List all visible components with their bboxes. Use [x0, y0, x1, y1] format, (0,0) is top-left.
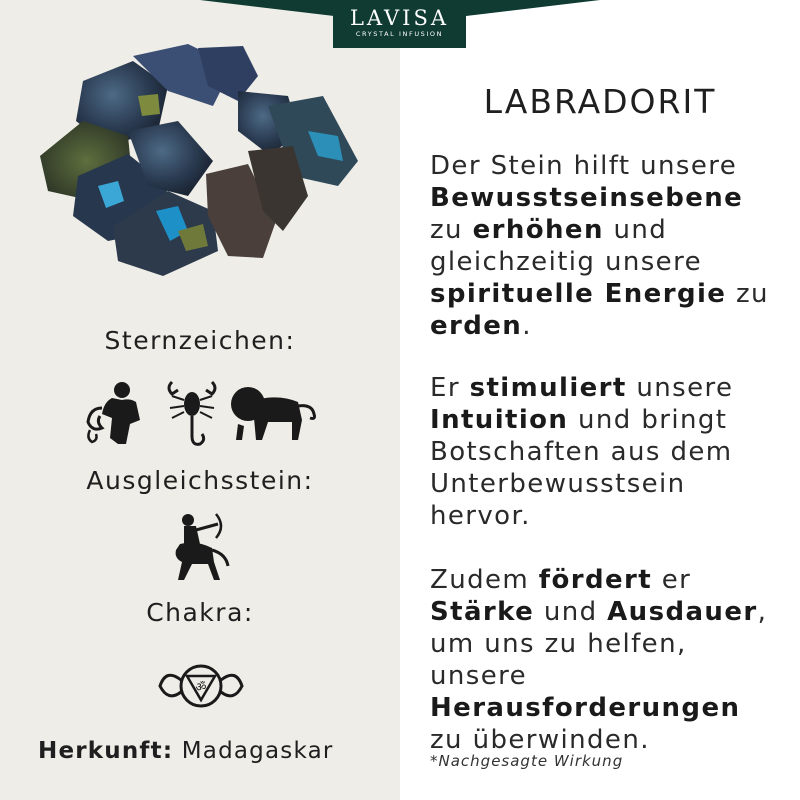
origin-line	[38, 738, 334, 764]
labradorite-stones-image	[38, 36, 363, 281]
emphasis-text: Intuition	[430, 405, 569, 435]
aquarius-icon	[82, 378, 154, 448]
body-text: zu	[430, 215, 473, 245]
body-text: Unterbewusstsein	[430, 469, 686, 499]
sagittarius-icon	[166, 510, 236, 584]
origin-label: Herkunft:	[38, 738, 174, 764]
body-text: Er	[430, 373, 470, 403]
brand-tagline: CRYSTAL INFUSION	[355, 30, 444, 38]
body-text: zu überwinden.	[430, 725, 650, 755]
body-text: unsere	[430, 661, 528, 691]
emphasis-text: Ausdauer	[607, 597, 758, 627]
svg-text:ॐ: ॐ	[195, 680, 207, 694]
body-text: Der Stein hilft unsere	[430, 151, 738, 181]
origin-value: Madagaskar	[181, 738, 334, 764]
body-text: und bringt	[568, 405, 728, 435]
emphasis-text: Bewusstseinsebene	[430, 183, 744, 213]
emphasis-text: spirituelle Energie	[430, 279, 727, 309]
paragraph-1	[430, 150, 780, 342]
body-text: und	[603, 215, 668, 245]
body-text: und	[534, 597, 608, 627]
balance-stone-label: Ausgleichsstein:	[86, 466, 314, 495]
scorpio-icon	[162, 374, 222, 452]
emphasis-text: fördert	[538, 565, 653, 595]
emphasis-text: erden	[430, 311, 523, 341]
emphasis-text: stimuliert	[469, 373, 627, 403]
chakra-label: Chakra:	[146, 598, 254, 627]
body-text: ,	[757, 597, 768, 627]
body-text: hervor.	[430, 501, 531, 531]
leo-icon	[228, 384, 320, 444]
stone-title: LABRADORIT	[483, 82, 717, 121]
effect-disclaimer: *Nachgesagte Wirkung	[430, 752, 624, 770]
body-text: .	[522, 311, 532, 341]
brand-name: LAVISA	[349, 6, 450, 30]
body-text: zu	[726, 279, 769, 309]
emphasis-text: erhöhen	[472, 215, 604, 245]
body-text: er	[652, 565, 692, 595]
emphasis-text: Herausforderungen	[430, 693, 741, 723]
paragraph-3	[430, 564, 780, 756]
body-text: Botschaften aus dem	[430, 437, 733, 467]
emphasis-text: Stärke	[430, 597, 535, 627]
paragraph-2	[430, 372, 780, 532]
body-text: Zudem	[430, 565, 539, 595]
body-text: gleichzeitig unsere	[430, 247, 702, 277]
zodiac-label: Sternzeichen:	[104, 326, 296, 355]
third-eye-chakra-icon	[158, 658, 244, 714]
body-text: um uns zu helfen,	[430, 629, 687, 659]
body-text: unsere	[626, 373, 734, 403]
